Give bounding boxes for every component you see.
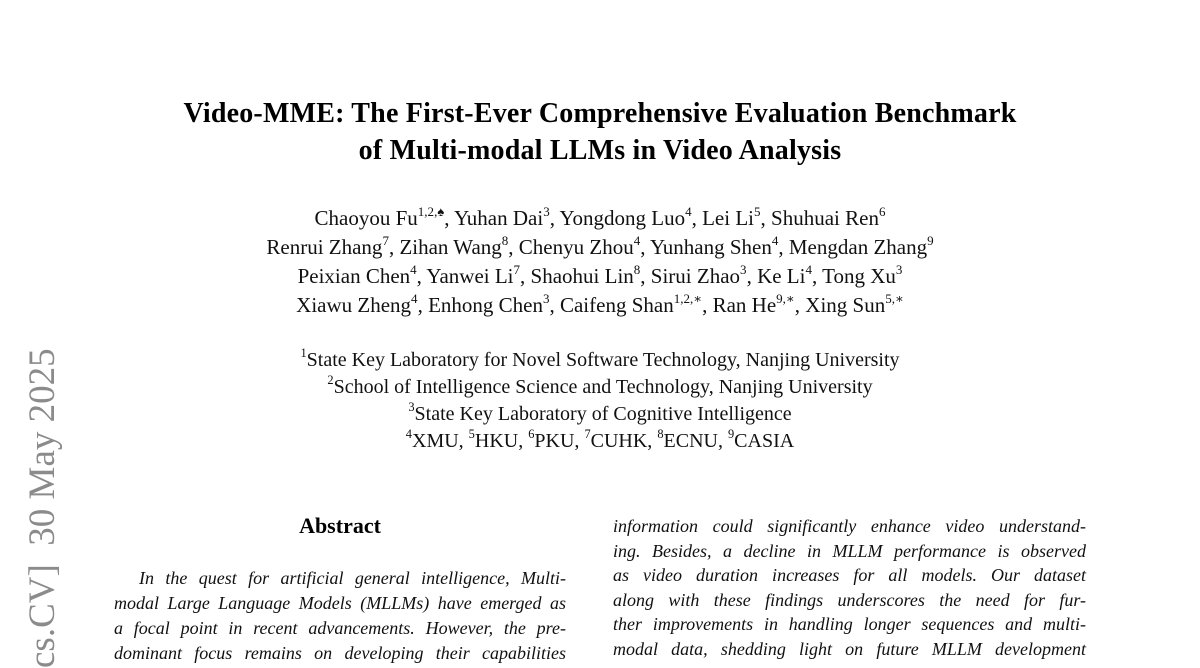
body-line: along with these findings underscores the need for fur- bbox=[613, 589, 1086, 610]
author-line: Xiawu Zheng$^4$, Enhong Chen$^3$, Caifeng Shan$^{1,2,∗}$, Ran $He^{9,∗}$, Xing Sun$^{5,∗}$ bbox=[296, 290, 904, 317]
body-line: ther improvements in handling longer sequences and multi- bbox=[613, 614, 1086, 635]
abstract-paragraph bbox=[114, 566, 566, 666]
right-column bbox=[613, 514, 1086, 662]
abstract-line: modal Large Language Models (MLLMs) have emerged as bbox=[114, 593, 566, 613]
title-line-2: of Multi-modal LLMs in Video Analysis bbox=[358, 135, 842, 166]
abstract-line: dominant focus remains on developing their capabilities bbox=[114, 643, 566, 663]
affiliations-block bbox=[0, 347, 1200, 455]
title-line-1: Video-MME: The First-Ever Comprehensive Evaluation Benchmark bbox=[183, 98, 1017, 129]
body-line: ing. Besides, a decline in MLLM performance is observed bbox=[613, 540, 1086, 561]
left-column bbox=[114, 514, 566, 666]
paper-title bbox=[0, 95, 1200, 169]
abstract-line: a focal point in recent advancements. However, the pre- bbox=[114, 618, 566, 638]
affiliation-line: $^2$School of Intelligence Science and Technology, Nanjing University bbox=[327, 373, 873, 398]
body-line: information could significantly enhance video understand- bbox=[613, 516, 1086, 536]
body-line: as video duration increases for all models. Our dataset bbox=[613, 565, 1086, 586]
author-line: Peixian Chen$^4$, Yanwei Li$^7$, Shaohui Lin$^8$, Sirui Zhao$^3$, Ke Li$^4$, Tong Xu$^3$ bbox=[297, 261, 903, 288]
affiliation-line: $^1$State Key Laboratory for Novel Software Technology, Nanjing University bbox=[300, 346, 900, 371]
body-line: modal data, shedding light on future MLLM development bbox=[613, 638, 1086, 659]
arxiv-stamp: cs.CV] 30 May 2025 bbox=[22, 348, 63, 668]
affiliation-line: $^4$XMU, $^5$HKU, $^6$PKU, $^7$CUHK, $^8$ECNU, $^9$CASIA bbox=[405, 427, 795, 452]
author-line: Chaoyou $Fu^{1,2,♠}$, Yuhan Dai$^3$, Yongdong Luo$^4$, Lei Li$^5$, Shuhuai Ren$^6$ bbox=[314, 203, 886, 230]
authors-block bbox=[0, 204, 1200, 320]
affiliation-line: $^3$State Key Laboratory of Cognitive Intelligence bbox=[408, 400, 792, 425]
author-line: Renrui Zhang$^7$, Zihan Wang$^8$, Chenyu Zhou$^4$, Yunhang Shen$^4$, Mengdan Zhang$^9$ bbox=[266, 232, 934, 259]
abstract-line: In the quest for artificial general intelligence, Multi- bbox=[139, 568, 566, 588]
abstract-heading: Abstract bbox=[299, 513, 381, 538]
